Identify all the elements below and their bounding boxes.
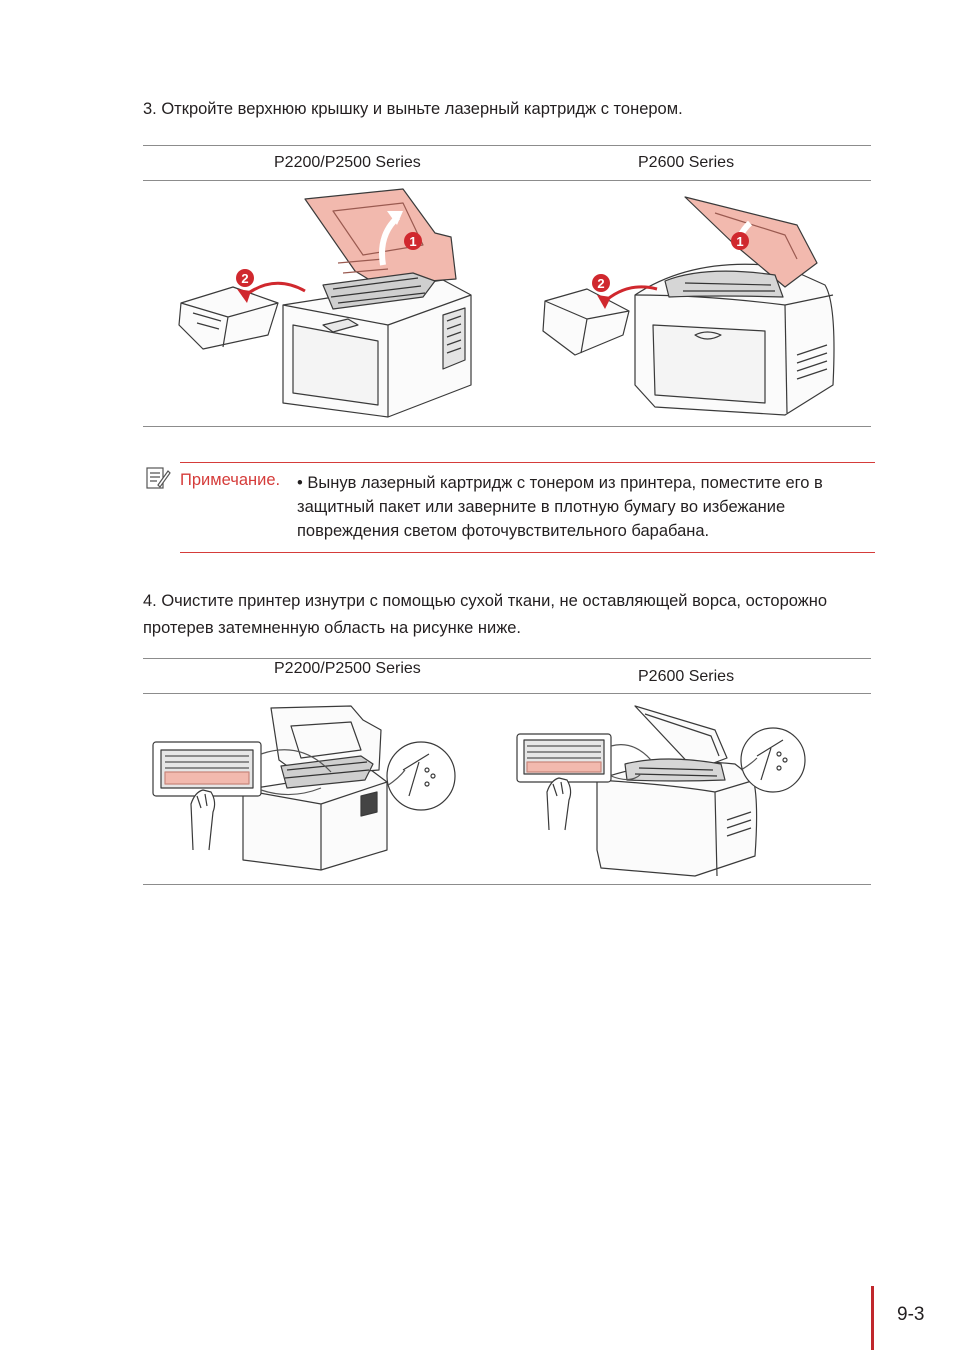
table-rule-bottom (143, 884, 871, 885)
page-marker-bar (871, 1286, 874, 1350)
note-text: • Вынув лазерный картридж с тонером из принтера, поместите его в защитный пакет или заверните в плотную бумагу во избежание повреждения светом фоточувствительного барабана. (297, 474, 823, 540)
column-header-p2200: P2200/P2500 Series (274, 660, 421, 677)
figure-table-1 (143, 145, 871, 427)
table-rule-top (143, 658, 871, 659)
column-header-p2600: P2600 Series (638, 154, 735, 171)
column-header-p2600: P2600 Series (638, 668, 735, 685)
page-number: 9-3 (897, 1304, 925, 1325)
table-rule-top (143, 145, 871, 146)
step-3-text: 3. Откройте верхнюю крышку и выньте лазерный картридж с тонером. (143, 100, 683, 118)
callout-1-label: 1 (409, 234, 417, 249)
table-rule-header (143, 693, 871, 694)
printer-p2600-cleaning-illustration (515, 700, 835, 885)
note-rule-bottom (180, 552, 875, 553)
note-label: Примечание. (180, 471, 281, 489)
callout-2-label: 2 (597, 276, 605, 291)
note-box (143, 462, 875, 554)
printer-p2600-open-cover-illustration (535, 185, 855, 425)
figure-table-2 (143, 658, 871, 886)
note-icon (145, 465, 171, 491)
column-header-p2200: P2200/P2500 Series (274, 154, 421, 171)
printer-p2200-cleaning-illustration (151, 700, 471, 885)
callout-2-label: 2 (241, 271, 249, 286)
printer-p2200-open-cover-illustration (173, 185, 493, 425)
callout-1-label: 1 (736, 234, 744, 249)
note-rule-top (180, 462, 875, 463)
table-rule-bottom (143, 426, 871, 427)
step-4-text: 4. Очистите принтер изнутри с помощью сухой ткани, не оставляющей ворса, осторожно протерев затемненную область на рисунке ниже. (143, 592, 828, 637)
table-rule-header (143, 180, 871, 181)
